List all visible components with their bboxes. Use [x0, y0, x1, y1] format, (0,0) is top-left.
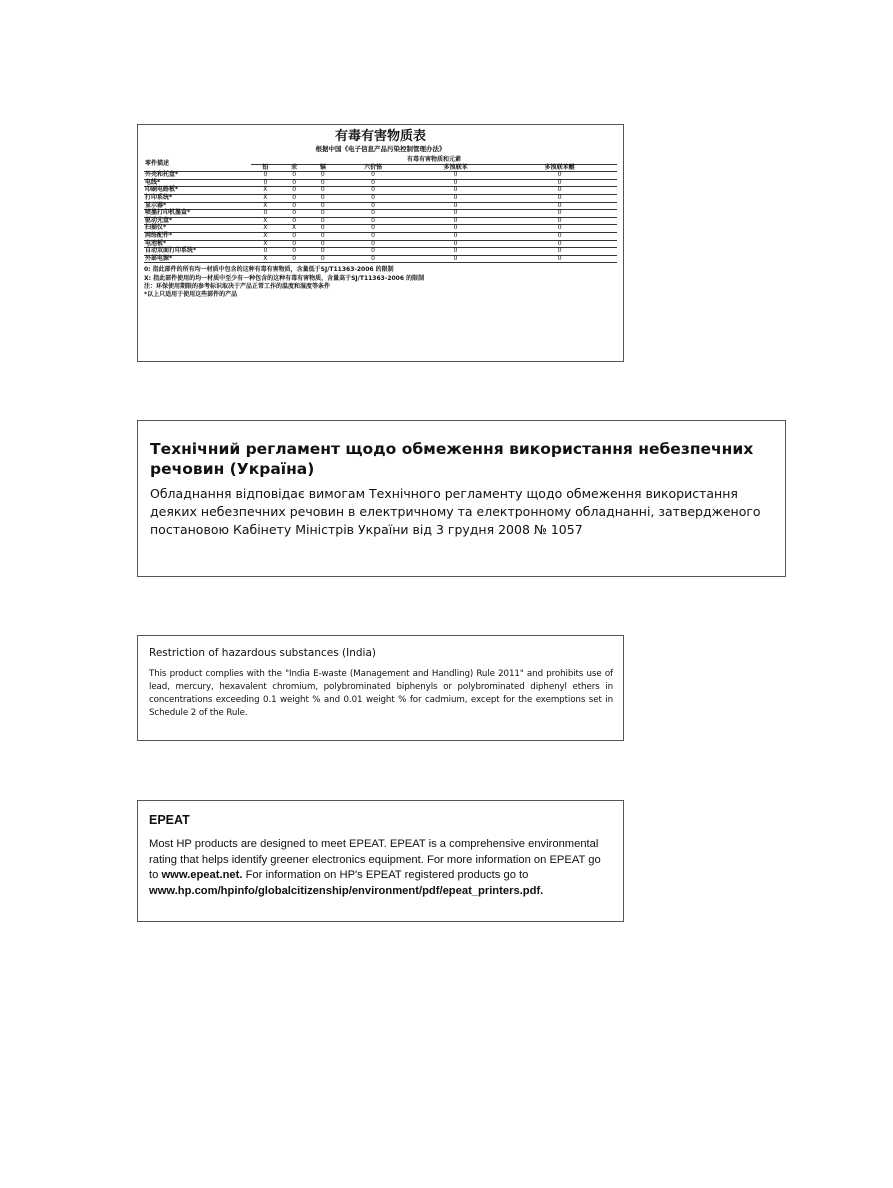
- substance-column-header: 镉: [308, 164, 337, 172]
- substance-column-header: 多溴联苯: [409, 164, 502, 172]
- substance-value-cell: X: [251, 240, 280, 248]
- hp-epeat-printers-link[interactable]: www.hp.com/hpinfo/globalcitizenship/environment/pdf/epeat_printers.pdf.: [149, 884, 544, 897]
- table-row: [144, 217, 617, 225]
- substance-value-cell: 0: [502, 194, 617, 202]
- substance-value-cell: 0: [409, 210, 502, 218]
- table-body: [144, 172, 617, 263]
- substance-column-header: 铅: [251, 164, 280, 172]
- substance-value-cell: X: [251, 194, 280, 202]
- substance-value-cell: 0: [409, 225, 502, 233]
- substance-value-cell: 0: [337, 217, 409, 225]
- table-row: [144, 225, 617, 233]
- substance-value-cell: 0: [337, 248, 409, 256]
- table-row: [144, 248, 617, 256]
- epeat-body-text-1: Most HP products are designed to meet EPEAT. EPEAT is a comprehensive environmental rating that helps identify greener electronics equipment. For more information on EPEAT go to: [149, 838, 601, 881]
- substance-value-cell: X: [251, 217, 280, 225]
- china-rohs-table-box: [137, 124, 624, 362]
- table-note: 0: 指此部件的所有均一材质中包含的这种有毒有害物质，含量低于SJ/T11363-2006 的限制: [144, 266, 394, 274]
- substance-value-cell: 0: [409, 172, 502, 180]
- ukraine-section-body: Обладнання відповідає вимогам Технічного регламенту щодо обмеження використання деяких небезпечних речовин в електричному та електронному обладнанні, затвердженого постановою Кабінету Міністрів України від 3 грудня 2008 № 1057: [150, 486, 761, 537]
- substance-value-cell: 0: [280, 240, 309, 248]
- substance-value-cell: 0: [251, 210, 280, 218]
- substance-value-cell: X: [251, 232, 280, 240]
- ukraine-section-title: Технічний регламент щодо обмеження використання небезпечних речовин (Україна): [150, 440, 754, 478]
- hazardous-substances-table: [144, 157, 617, 263]
- substance-value-cell: 0: [502, 248, 617, 256]
- part-name-cell: 印刷电路板*: [144, 187, 251, 195]
- substance-value-cell: 0: [337, 225, 409, 233]
- epeat-body-text-2: For information on HP's EPEAT registered products go to: [242, 869, 529, 881]
- substance-value-cell: 0: [251, 172, 280, 180]
- substance-value-cell: 0: [502, 187, 617, 195]
- table-note: 注：环保使用期限的参考标识取决于产品正常工作的温度和湿度等条件: [144, 282, 331, 290]
- substance-value-cell: X: [251, 187, 280, 195]
- substance-value-cell: 0: [308, 255, 337, 263]
- table-note: X: 指此部件使用的均一材质中至少有一种包含的这种有毒有害物质，含量高于SJ/T11363-2006 的限制: [144, 274, 425, 282]
- epeat-section-title: EPEAT: [149, 813, 190, 827]
- substance-value-cell: 0: [337, 187, 409, 195]
- substance-value-cell: 0: [409, 194, 502, 202]
- substance-value-cell: 0: [337, 255, 409, 263]
- substance-value-cell: 0: [308, 202, 337, 210]
- substance-value-cell: 0: [308, 217, 337, 225]
- table-row: [144, 179, 617, 187]
- substance-value-cell: 0: [280, 202, 309, 210]
- table-row: [144, 240, 617, 248]
- part-name-cell: 显示器*: [144, 202, 251, 210]
- substance-value-cell: 0: [502, 225, 617, 233]
- substance-value-cell: 0: [280, 217, 309, 225]
- substance-value-cell: 0: [308, 240, 337, 248]
- substance-value-cell: 0: [308, 179, 337, 187]
- substance-value-cell: 0: [502, 202, 617, 210]
- substance-value-cell: X: [251, 255, 280, 263]
- substance-value-cell: X: [251, 225, 280, 233]
- ukraine-rohs-box: [137, 420, 786, 577]
- substance-value-cell: 0: [280, 210, 309, 218]
- substance-value-cell: 0: [409, 240, 502, 248]
- substance-value-cell: 0: [409, 187, 502, 195]
- table-row: [144, 202, 617, 210]
- table-row: [144, 210, 617, 218]
- part-name-cell: 外壳和托盘*: [144, 172, 251, 180]
- part-name-cell: 喷墨打印机墨盒*: [144, 210, 251, 218]
- substance-column-header: 六价铬: [337, 164, 409, 172]
- substance-value-cell: 0: [502, 240, 617, 248]
- substance-value-cell: 0: [502, 172, 617, 180]
- substance-value-cell: X: [251, 202, 280, 210]
- substance-value-cell: 0: [308, 225, 337, 233]
- table-row: [144, 232, 617, 240]
- substance-value-cell: 0: [409, 248, 502, 256]
- substance-value-cell: 0: [308, 172, 337, 180]
- substance-value-cell: 0: [337, 172, 409, 180]
- table-note: *以上只适用于使用这些部件的产品: [144, 291, 238, 299]
- substance-value-cell: 0: [280, 248, 309, 256]
- substance-value-cell: 0: [502, 255, 617, 263]
- table-row: [144, 172, 617, 180]
- part-name-cell: 网络配件*: [144, 232, 251, 240]
- epeat-section-body: [149, 837, 613, 899]
- epeat-box: [137, 800, 624, 922]
- substance-value-cell: 0: [251, 248, 280, 256]
- substance-value-cell: 0: [280, 187, 309, 195]
- part-name-cell: 扫描仪*: [144, 225, 251, 233]
- substance-value-cell: 0: [337, 240, 409, 248]
- substance-value-cell: 0: [502, 232, 617, 240]
- substance-value-cell: 0: [409, 255, 502, 263]
- china-table-title: 有毒有害物质表: [334, 129, 426, 144]
- part-name-cell: 自动双面打印系统*: [144, 248, 251, 256]
- substance-column-header: 多溴联苯醚: [502, 164, 617, 172]
- part-name-cell: 打印系统*: [144, 194, 251, 202]
- substance-column-header: 汞: [280, 164, 309, 172]
- substances-group-header: 有毒有害物质和元素: [251, 157, 617, 164]
- substance-value-cell: 0: [280, 172, 309, 180]
- substance-value-cell: 0: [280, 232, 309, 240]
- india-rohs-box: [137, 635, 624, 741]
- substance-value-cell: 0: [280, 179, 309, 187]
- table-row: [144, 255, 617, 263]
- china-table-notes: [144, 266, 617, 299]
- substance-value-cell: 0: [280, 194, 309, 202]
- parts-column-header: 零件描述: [144, 157, 251, 172]
- substance-value-cell: 0: [308, 210, 337, 218]
- substance-value-cell: 0: [409, 179, 502, 187]
- substance-value-cell: 0: [502, 217, 617, 225]
- substance-value-cell: 0: [409, 232, 502, 240]
- substance-value-cell: 0: [280, 255, 309, 263]
- epeat-net-link[interactable]: www.epeat.net.: [161, 869, 243, 881]
- substance-value-cell: 0: [337, 210, 409, 218]
- substance-value-cell: 0: [502, 210, 617, 218]
- substance-value-cell: 0: [409, 202, 502, 210]
- substance-value-cell: 0: [308, 187, 337, 195]
- part-name-cell: 电池板*: [144, 240, 251, 248]
- part-name-cell: 外部电源*: [144, 255, 251, 263]
- substance-value-cell: 0: [337, 179, 409, 187]
- substance-value-cell: 0: [337, 232, 409, 240]
- china-table-subtitle: 根据中国《电子信息产品污染控制管理办法》: [315, 145, 446, 153]
- substance-value-cell: 0: [251, 179, 280, 187]
- substance-value-cell: 0: [337, 194, 409, 202]
- substance-value-cell: 0: [308, 194, 337, 202]
- table-row: [144, 194, 617, 202]
- india-section-body: This product complies with the "India E-waste (Management and Handling) Rule 2011" and prohibits use of lead, mercury, hexavalent chromium, polybrominated biphenyls or polybrominated diphenyl ethers in concentrations exceeding 0.1 weight % and 0.01 weight % for cadmium, except for the exemptions set in Schedule 2 of the Rule.: [149, 669, 613, 718]
- substance-value-cell: 0: [308, 248, 337, 256]
- table-row: [144, 187, 617, 195]
- substance-value-cell: X: [280, 225, 309, 233]
- substance-value-cell: 0: [409, 217, 502, 225]
- substance-value-cell: 0: [308, 232, 337, 240]
- substance-value-cell: 0: [337, 202, 409, 210]
- part-name-cell: 驱动光盘*: [144, 217, 251, 225]
- india-section-title: Restriction of hazardous substances (India): [149, 647, 376, 659]
- substance-value-cell: 0: [502, 179, 617, 187]
- part-name-cell: 电线*: [144, 179, 251, 187]
